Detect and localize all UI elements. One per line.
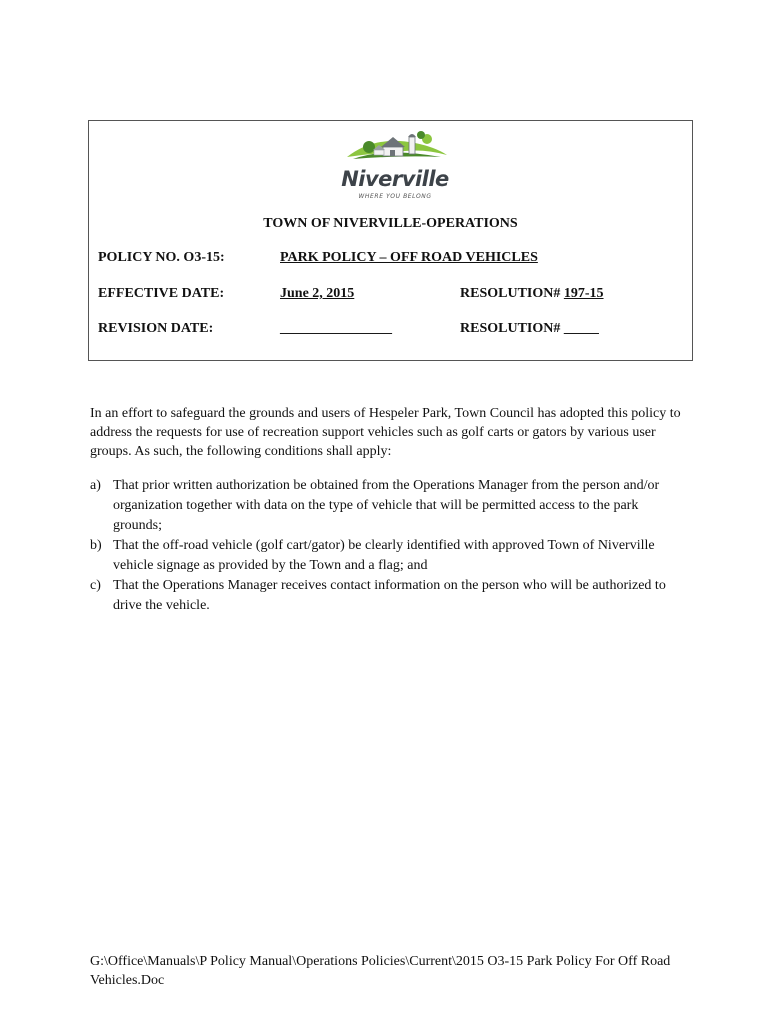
- revision-resolution-blank: _____: [563, 321, 599, 336]
- condition-item: [90, 536, 690, 576]
- condition-marker: b): [90, 538, 102, 553]
- logo-tagline: WHERE YOU BELONG: [358, 193, 432, 200]
- conditions-list: [90, 476, 690, 616]
- condition-text: That prior written authorization be obtained from the Operations Manager from the person and/or organization together with data on the type of vehicle that will be permitted access to the park grounds;: [113, 478, 660, 533]
- house-landscape-icon: [335, 125, 455, 169]
- resolution-field: [460, 286, 604, 302]
- revision-resolution-label: RESOLUTION#: [460, 321, 561, 336]
- condition-text: That the off-road vehicle (golf cart/gator) be clearly identified with approved Town of Niverville vehicle signage as provided by the Town and a flag; and: [113, 538, 655, 573]
- intro-paragraph: In an effort to safeguard the grounds and users of Hespeler Park, Town Council has adopted this policy to address the requests for use of recreation support vehicles such as golf carts or gators by various user groups. As such, the following conditions shall apply:: [90, 406, 681, 459]
- revision-resolution-field: [460, 321, 599, 337]
- effective-date-value: June 2, 2015: [280, 286, 355, 301]
- revision-date-label: REVISION DATE:: [98, 321, 214, 336]
- condition-marker: c): [90, 578, 101, 593]
- condition-item: [90, 476, 690, 536]
- condition-item: [90, 576, 690, 616]
- policy-number-label: POLICY NO. O3-15:: [98, 250, 225, 265]
- policy-title: PARK POLICY – OFF ROAD VEHICLES: [280, 250, 538, 265]
- resolution-label: RESOLUTION#: [460, 286, 561, 301]
- resolution-value: 197-15: [563, 286, 604, 301]
- org-title: TOWN OF NIVERVILLE-OPERATIONS: [263, 216, 518, 231]
- effective-date-label: EFFECTIVE DATE:: [98, 286, 225, 301]
- condition-text: That the Operations Manager receives contact information on the person who will be authorized to drive the vehicle.: [113, 578, 666, 613]
- footer-file-path: G:\Office\Manuals\P Policy Manual\Operations Policies\Current\2015 O3-15 Park Policy For Off Road Vehicles.Doc: [90, 954, 671, 988]
- condition-marker: a): [90, 478, 101, 493]
- revision-date-blank: ________________: [280, 321, 392, 336]
- niverville-logo: [335, 125, 455, 205]
- logo-wordmark: Niverville: [341, 167, 449, 191]
- policy-header-box: [88, 120, 693, 361]
